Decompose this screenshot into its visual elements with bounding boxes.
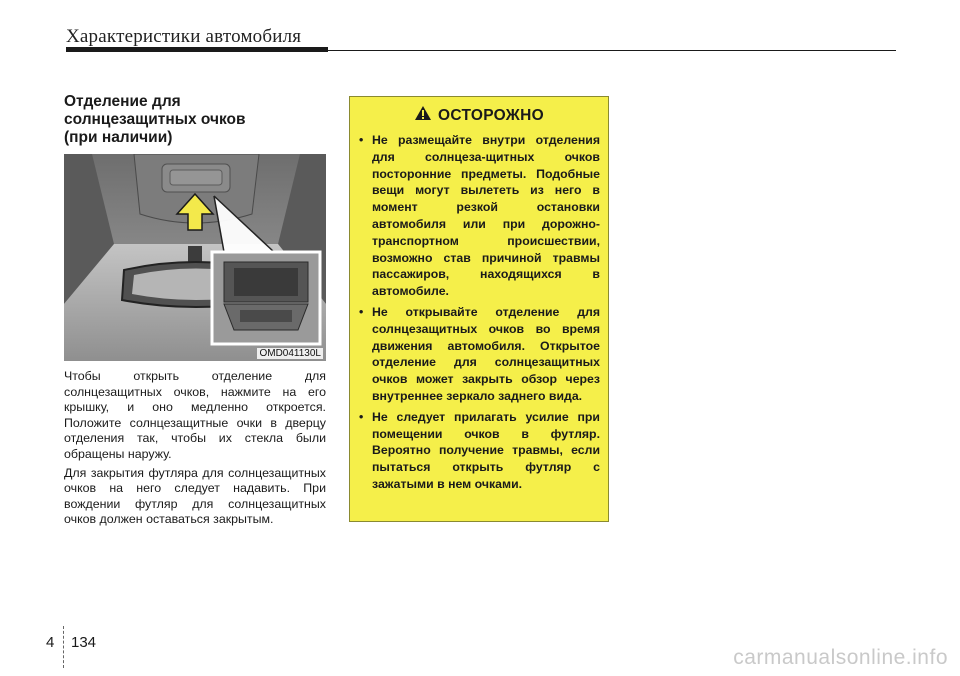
figure-code: OMD041130L <box>259 348 321 359</box>
sunglass-holder-photo <box>64 154 326 361</box>
instructions-text <box>64 369 326 531</box>
footer-separator <box>63 626 64 668</box>
header-divider <box>66 50 896 51</box>
instruction-paragraph: Чтобы открыть отделение для солнцезащитных очков, нажмите на его крышку, и оно медленно откроется. Положите солнцезащитные очки в дверцу отделения так, чтобы их стекла были обращены наружу. <box>64 369 326 461</box>
section-title-line: Отделение для <box>64 93 181 110</box>
caution-item: • Не следует прилагать усилие при помещении очков в футляр. Вероятно получение травмы, если пытаться открыть футляр с зажатыми в нем очками. <box>358 409 600 493</box>
chapter-number: 4 <box>46 634 55 651</box>
watermark: carmanualsonline.info <box>733 646 948 669</box>
instruction-paragraph: Для закрытия футляра для солнцезащитных очков на него следует надавить. При вождении футляр для солнцезащитных очков должен оставаться закрытым. <box>64 465 326 527</box>
section-title-line: (при наличии) <box>64 129 173 146</box>
section-title-line: солнцезащитных очков <box>64 111 246 128</box>
caution-box <box>349 96 609 522</box>
warning-triangle-icon <box>414 105 432 126</box>
caution-list <box>358 132 600 493</box>
section-title <box>64 93 334 147</box>
caution-header <box>358 105 600 126</box>
caution-item: • Не размещайте внутри отделения для солнцеза-щитных очков посторонние предметы. Подобные вещи могут вылететь из него в момент резкой остановки автомобиля или при дорожно-транспортном происшествии, возможно став причиной травмы пассажиров, находящихся в автомобиле. <box>358 132 600 300</box>
page-number: 134 <box>71 634 97 651</box>
page-header-title: Характеристики автомобиля <box>66 26 302 47</box>
caution-title: ОСТОРОЖНО <box>438 106 544 124</box>
caution-item: • Не открывайте отделение для солнцезащитных очков во время движения автомобиля. Открытое отделение для солнцезащитных очков может закрыть обзор через внутреннее зеркало заднего вида. <box>358 304 600 405</box>
